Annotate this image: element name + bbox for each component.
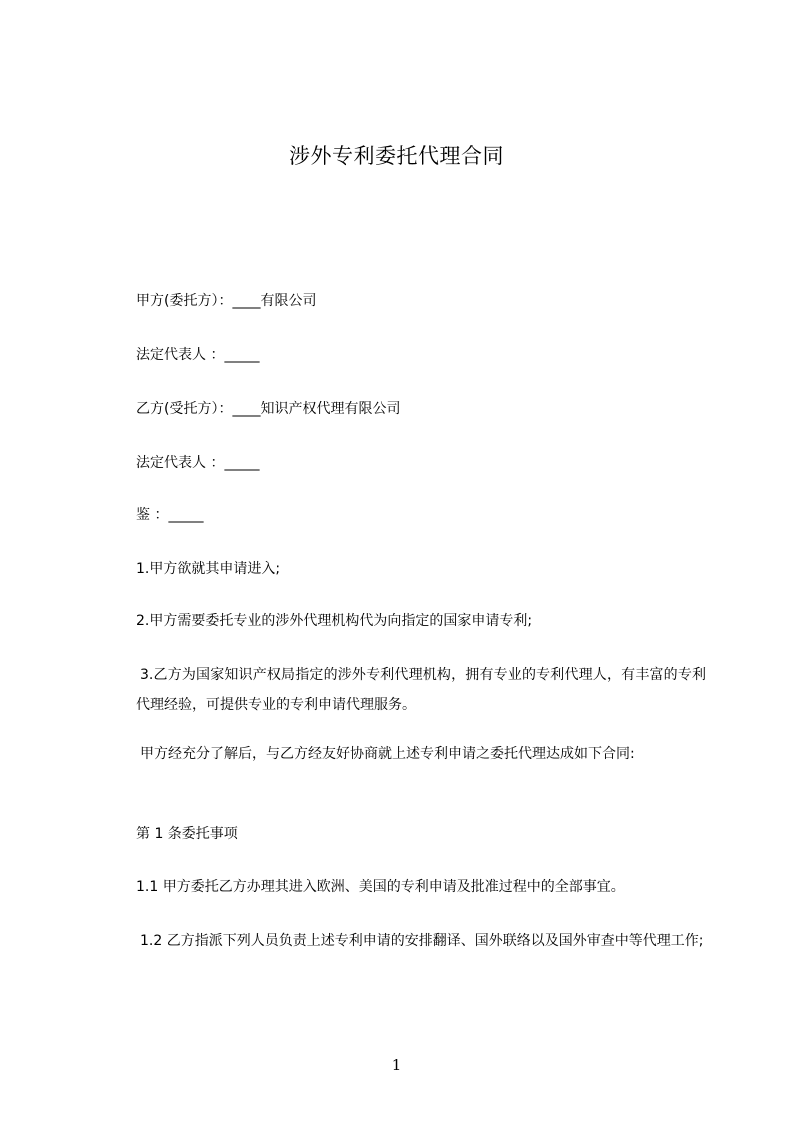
clause-1-1: 1.1 甲方委托乙方办理其进入欧洲、美国的专利申请及批准过程中的全部事宜。 [136,879,625,895]
party-a-representative-line: 法定代表人 ：_____ [136,347,260,363]
recital-3: 3.乙方为国家知识产权局指定的涉外专利代理机构，拥有专业的专利代理人，有丰富的专利代理经验，可提供专业的专利申请代理服务。 [136,667,706,713]
party-a-line: 甲方(委托方）：____有限公司 [136,293,317,309]
recital-1: 1.甲方欲就其申请进入; [136,561,281,577]
recital-2: 2.甲方需要委托专业的涉外代理机构代为向指定的国家申请专利; [136,613,533,629]
whereas-line: 鉴 ：_____ [136,507,204,523]
clause-1-2: 1.2 乙方指派下列人员负责上述专利申请的安排翻译、国外联络以及国外审查中等代理工作; [140,933,704,949]
page-number: 1 [391,1056,402,1074]
party-b-representative-line: 法定代表人 ：_____ [136,455,260,471]
agreement-intro: 甲方经充分了解后，与乙方经友好协商就上述专利申请之委托代理达成如下合同: [140,746,635,762]
section-heading: 第 1 条委托事项 [136,826,238,842]
party-b-line: 乙方(受托方）：____知识产权代理有限公司 [136,401,401,417]
contract-title: 涉外专利委托代理合同 [289,144,504,168]
